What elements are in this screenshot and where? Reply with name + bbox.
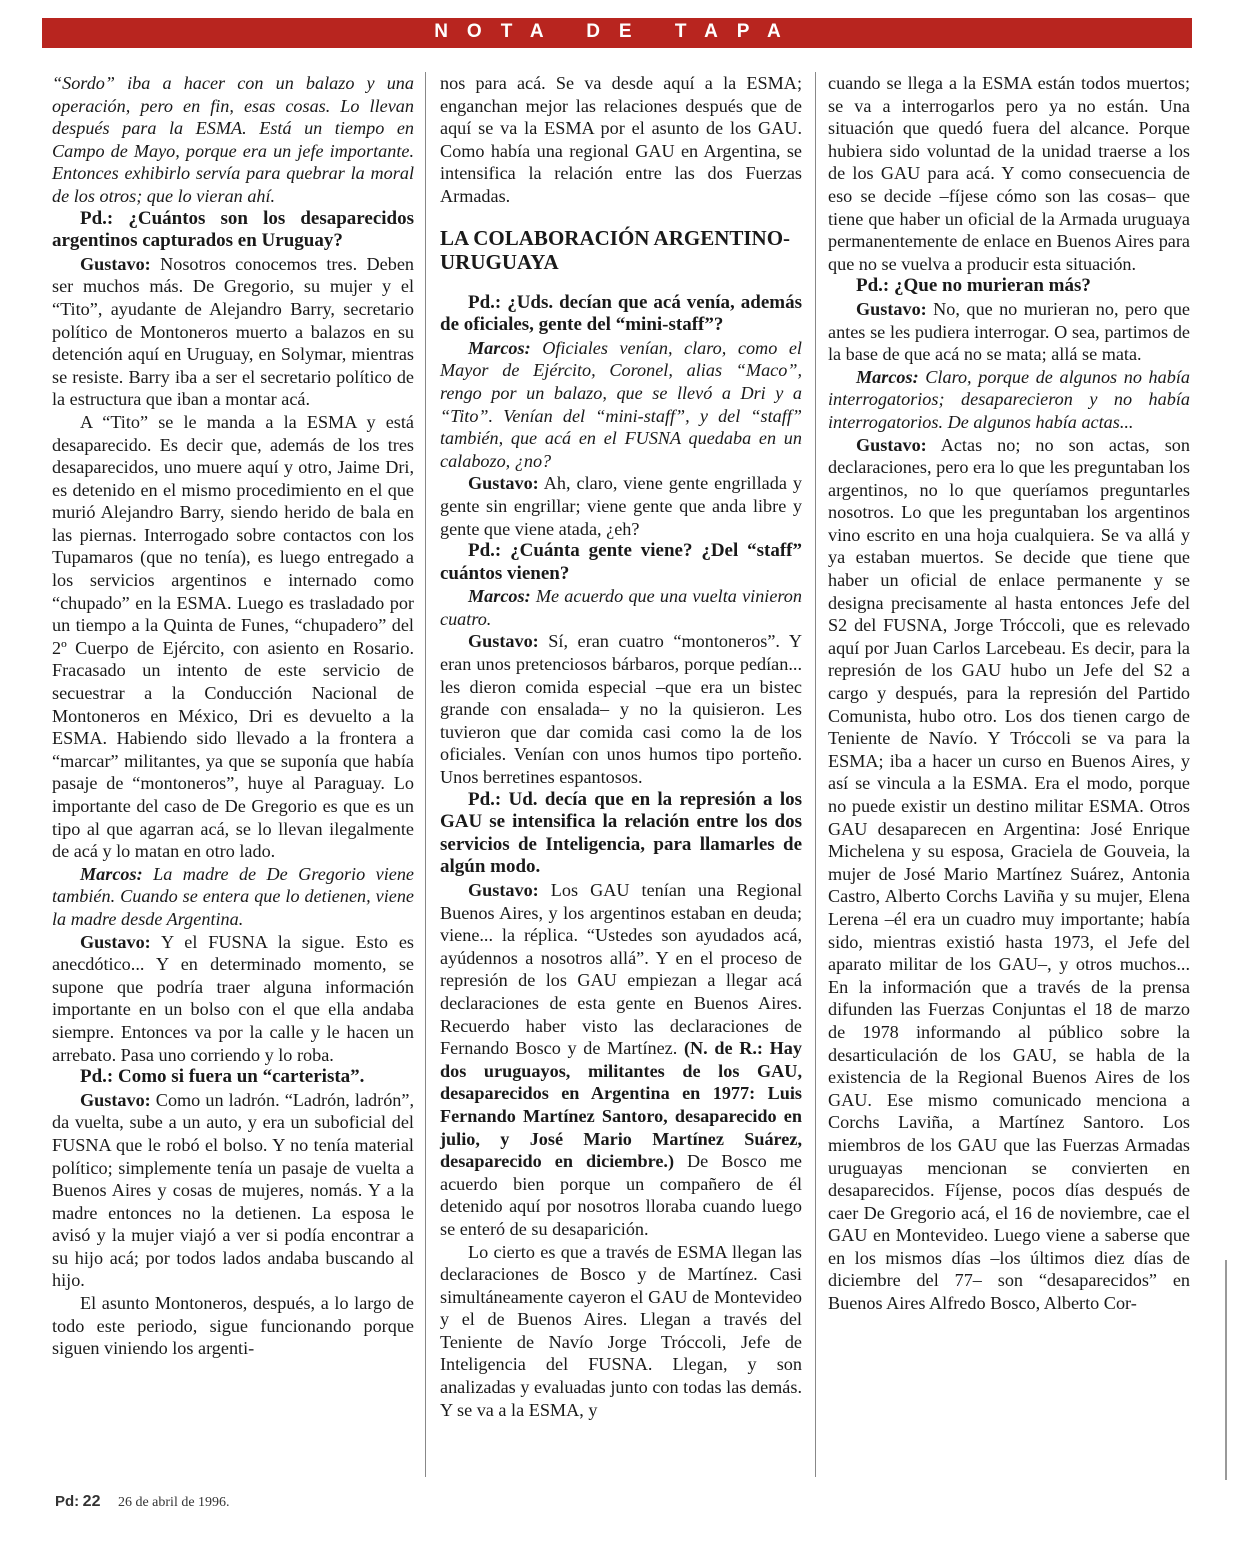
section-title: NOTA DE TAPA (434, 21, 800, 42)
question: Pd.: ¿Cuánta gente viene? ¿Del “staff” cuántos vienen? (440, 540, 802, 584)
speaker: Gustavo: (468, 631, 539, 652)
speaker: Gustavo: (80, 931, 151, 952)
answer-text: No, que no murieran no, pero que antes se les pudiera interrogar. O sea, partimos de la base de que acá no se mata; allá se mata. (828, 298, 1190, 365)
answer-text: Sí, eran cuatro “montoneros”. Y eran unos pretenciosos bárbaros, porque pedían... les dieron comida especial –que era un bistec grande con ensalada– y no la quisieron. Les tuvieron que dar comida casi como la de los oficiales. Venían con unos humos tipo porteño. Unos berretines espantosos. (440, 631, 802, 788)
answer-text: Como un ladrón. “Ladrón, ladrón”, da vuelta, sube a un auto, y era un suboficial del FUSNA que le robó el bolso. Y no tenía material político; simplemente tenía un pasaje de vuelta a Buenos Aires y cosas de mujeres, nomás. Y a la madre entonces no la detienen. La esposa le avisó y la mujer viajó a ver si podía encontrar a su hijo acá; por todos lados andaba buscando al hijo. (52, 1089, 414, 1291)
page-edge-mark (1225, 1260, 1227, 1480)
answer-text: Actas no; no son actas, son declaraciones, pero era lo que les preguntaban los argentinos, no lo que queríamos preguntarles nosotros. Lo que les preguntaban los argentinos vino escrito en una hoja cualquiera. Se va allá y ya estaban muertos. Se decide que tiene que haber un oficial de enlace permanente y se designa precisamente al hasta entonces Jefe del S2 del FUSNA, Jorge Tróccoli, que es relevado aquí por Juan Carlos Larcebeau. Es decir, para la represión de los GAU hubo un Jefe del S2 a cargo y después, para la represión del Partido Comunista, hubo otro. Los dos tienen cargo de Teniente de Navío. Y Tróccoli se va para la ESMA; iba a hacer un curso en Buenos Aires, y así se vincula a la ESMA. Era el modo, porque no puede existir un destino militar ESMA. Otros GAU desaparecen en Argentina: José Enrique Michelena y su esposa, Graciela de Gouveia, la mujer de José Mario Martínez Suárez, Antonia Castro, Alberto Corchs Laviña y su mujer, Elena Lerena –él era un cuadro muy importante; había sido, mientras existió hasta 1973, el Jefe del aparato militar de los GAU–, y otros muchos... En la información que a través de la prensa difunden las Fuerzas Conjuntas el 18 de marzo de 1978 informando al público sobre la desarticulación de los GAU, se habla de la existencia de la Regional Buenos Aires de los GAU. Ese mismo comunicado menciona a Corchs Laviña, a Martínez Santoro. Los miembros de los GAU que las Fuerzas Armadas uruguayas mencionan se convierten en desaparecidos. Fíjense, pocos días después de caer De Gregorio acá, el 16 de noviembre, cae el GAU en Montevideo. Luego viene a saberse que en los mismos días –los últimos diez días de diciembre del 77– son “desaparecidos” en Buenos Aires Alfredo Bosco, Alberto Cor- (828, 434, 1190, 1314)
answer-text: Los GAU tenían una Regional Buenos Aires, y los argentinos estaban en deuda; viene... la réplica. “Ustedes son ayudados acá, ayúdennos a nosotros allá”. Y en el proceso de represión de los GAU empiezan a llegar acá declaraciones de esta gente en Buenos Aires. Recuerdo haber visto las declaraciones de Fernando Bosco y de Martínez. (440, 880, 802, 1059)
column-2 (440, 72, 802, 1421)
page-footer (55, 1493, 230, 1511)
column-divider (815, 72, 816, 1477)
answer-text: Y el FUSNA la sigue. Esto es anecdótico... Y en determinado momento, se supone que podría traer alguna información importante en un bolso con el que ella andaba siempre. Entonces va por la calle y le hacen un arrebato. Pasa uno corriendo y lo roba. (52, 931, 414, 1065)
paragraph (828, 366, 1190, 434)
answer-text: Me acuerdo que una vuelta vinieron cuatro. (440, 586, 802, 629)
speaker: Marcos: (468, 337, 531, 358)
paragraph: cuando se llega a la ESMA están todos muertos; se va a interrogarlos pero ya no están. Una situación que quedó fuera del alcance. Porque hubiera sido voluntad de la unidad traerse a los de los GAU para acá. Y como consecuencia de eso se decide –fíjese cómo son las cosas– que tiene que haber un oficial de la Armada uruguaya permanentemente de enlace en Buenos Aires para que no se vuelva a producir esta situación. (828, 73, 1190, 274)
paragraph: A “Tito” se le manda a la ESMA y está desaparecido. Es decir que, además de los tres desaparecidos, uno muere aquí y otro, Jaime Dri, es detenido en el mismo procedimiento en el que murió Alejandro Barry, siendo herido de bala en las piernas. Interrogado sobre contactos con los Tupamaros (que no tenía), es luego entregado a los servicios argentinos e internado como “chupado” en la ESMA. Luego es trasladado por un tiempo a la Quinta de Funes, “chupadero” del 2º Cuerpo de Ejército, con asiento en Rosario. Fracasado un intento de este servicio de secuestrar a la Conducción Nacional de Montoneros en México, Dri es devuelto a la ESMA. Habiendo sido llevado a la frontera a “marcar” militantes, ya que se suponía que había pasaje de “montoneros”, huye al Paraguay. Lo importante del caso de De Gregorio es que es un tipo al que agarran acá, se lo llevan ilegalmente de acá y lo matan en otro lado. (52, 411, 414, 862)
paragraph (52, 863, 414, 931)
speaker: Marcos: (468, 586, 531, 607)
answer-text: Oficiales venían, claro, como el Mayor de Ejército, Coronel, alias “Maco”, rengo por un balazo, que se llevó a Dri y a “Tito”. Venían del “mini-staff”, y del “staff” también, que acá en el FUSNA quedaba en un calabozo, ¿no? (440, 337, 802, 471)
question: Pd.: ¿Que no murieran más? (856, 275, 1091, 297)
paragraph (828, 434, 1190, 1315)
answer-text: Claro, porque de algunos no había interrogatorios; desaparecieron y no había interrogatorios. De algunos había actas... (828, 366, 1190, 432)
speaker: Gustavo: (856, 298, 927, 319)
question: Pd.: ¿Uds. decían que acá venía, además de oficiales, gente del “mini-staff”? (440, 291, 802, 336)
paragraph: Lo cierto es que a través de ESMA llegan las declaraciones de Bosco y de Martínez. Casi simultáneamente cayeron el GAU de Montevideo y el de Buenos Aires. Llegan a través del Teniente de Navío Jorge Tróccoli, Jefe de Inteligencia del FUSNA. Llegan, y son analizadas y evaluadas junto con todas las demás. Y se va a la ESMA, y (440, 1241, 802, 1420)
speaker: Gustavo: (468, 880, 539, 900)
page-number: 22 (82, 1493, 101, 1510)
paragraph: “Sordo” iba a hacer con un balazo y una operación, pero en fin, esas cosas. Lo llevan después para la ESMA. Está un tiempo en Campo de Mayo, porque era un jefe importante. Entonces exhibirlo servía para quebrar la moral de los otros; que lo vieran ahí. (52, 73, 414, 206)
magazine-logo: Pd: (55, 1493, 80, 1510)
answer-text: La madre de De Gregorio viene también. Cuando se entera que lo detienen, viene la madre desde Argentina. (52, 863, 414, 929)
question: Pd.: ¿Cuántos son los desaparecidos argentinos capturados en Uruguay? (52, 207, 414, 252)
paragraph (440, 585, 802, 630)
answer-text: De Bosco me acuerdo bien porque un compañero de él detenido aquí por nosotros lloraba cuando luego se enteró de su desaparición. (440, 1151, 802, 1239)
paragraph (440, 337, 802, 473)
section-heading: LA COLABORACIÓN ARGENTINO-URUGUAYA (440, 225, 791, 274)
speaker: Gustavo: (80, 1089, 151, 1110)
column-3 (828, 72, 1190, 1315)
paragraph (52, 1089, 414, 1292)
column-divider (425, 72, 426, 1477)
paragraph (52, 253, 414, 411)
paragraph: El asunto Montoneros, después, a lo largo de todo este periodo, sigue funcionando porque siguen viniendo los argenti- (52, 1293, 414, 1359)
paragraph (440, 472, 802, 540)
speaker: Marcos: (80, 863, 143, 884)
paragraph (440, 630, 802, 788)
paragraph (828, 298, 1190, 366)
speaker: Gustavo: (856, 434, 927, 455)
issue-date: 26 de abril de 1996. (117, 1495, 230, 1510)
answer-text: Ah, claro, viene gente engrillada y gente sin engrillar; viene gente que anda libre y gente que viene atada, ¿eh? (440, 473, 802, 539)
speaker: Gustavo: (80, 253, 151, 274)
paragraph (52, 931, 414, 1067)
speaker: Gustavo: (468, 473, 539, 494)
question: Pd.: Ud. decía que en la represión a los GAU se intensifica la relación entre los dos servicios de Inteligencia, para llamarles de algún modo. (440, 788, 802, 878)
paragraph (440, 879, 802, 1241)
paragraph: nos para acá. Se va desde aquí a la ESMA; enganchan mejor las relaciones después que de aquí se va la ESMA por el asunto de los GAU. Como había una regional GAU en Argentina, se intensifica la relación entre las dos Fuerzas Armadas. (440, 73, 802, 206)
speaker: Marcos: (856, 366, 919, 387)
editor-note: (N. de R.: Hay dos uruguayos, militantes de los GAU, desaparecidos en Argentina en 1977: Luis Fernando Martínez Santoro, desaparecido en julio, y José Mario Martínez Suárez, desaparecido en diciembre.) (440, 1038, 802, 1172)
section-header-bar (42, 18, 1192, 48)
answer-text: Nosotros conocemos tres. Deben ser muchos más. De Gregorio, su mujer y el “Tito”, ayudante de Alejandro Barry, secretario político de Montoneros muerto a balazos en su detención aquí en Uruguay, en Solymar, mientras se resiste. Barry iba a ser el secretario político de la estructura que iban a montar acá. (52, 253, 414, 410)
question: Pd.: Como si fuera un “carterista”. (80, 1066, 365, 1088)
column-1 (52, 72, 414, 1360)
